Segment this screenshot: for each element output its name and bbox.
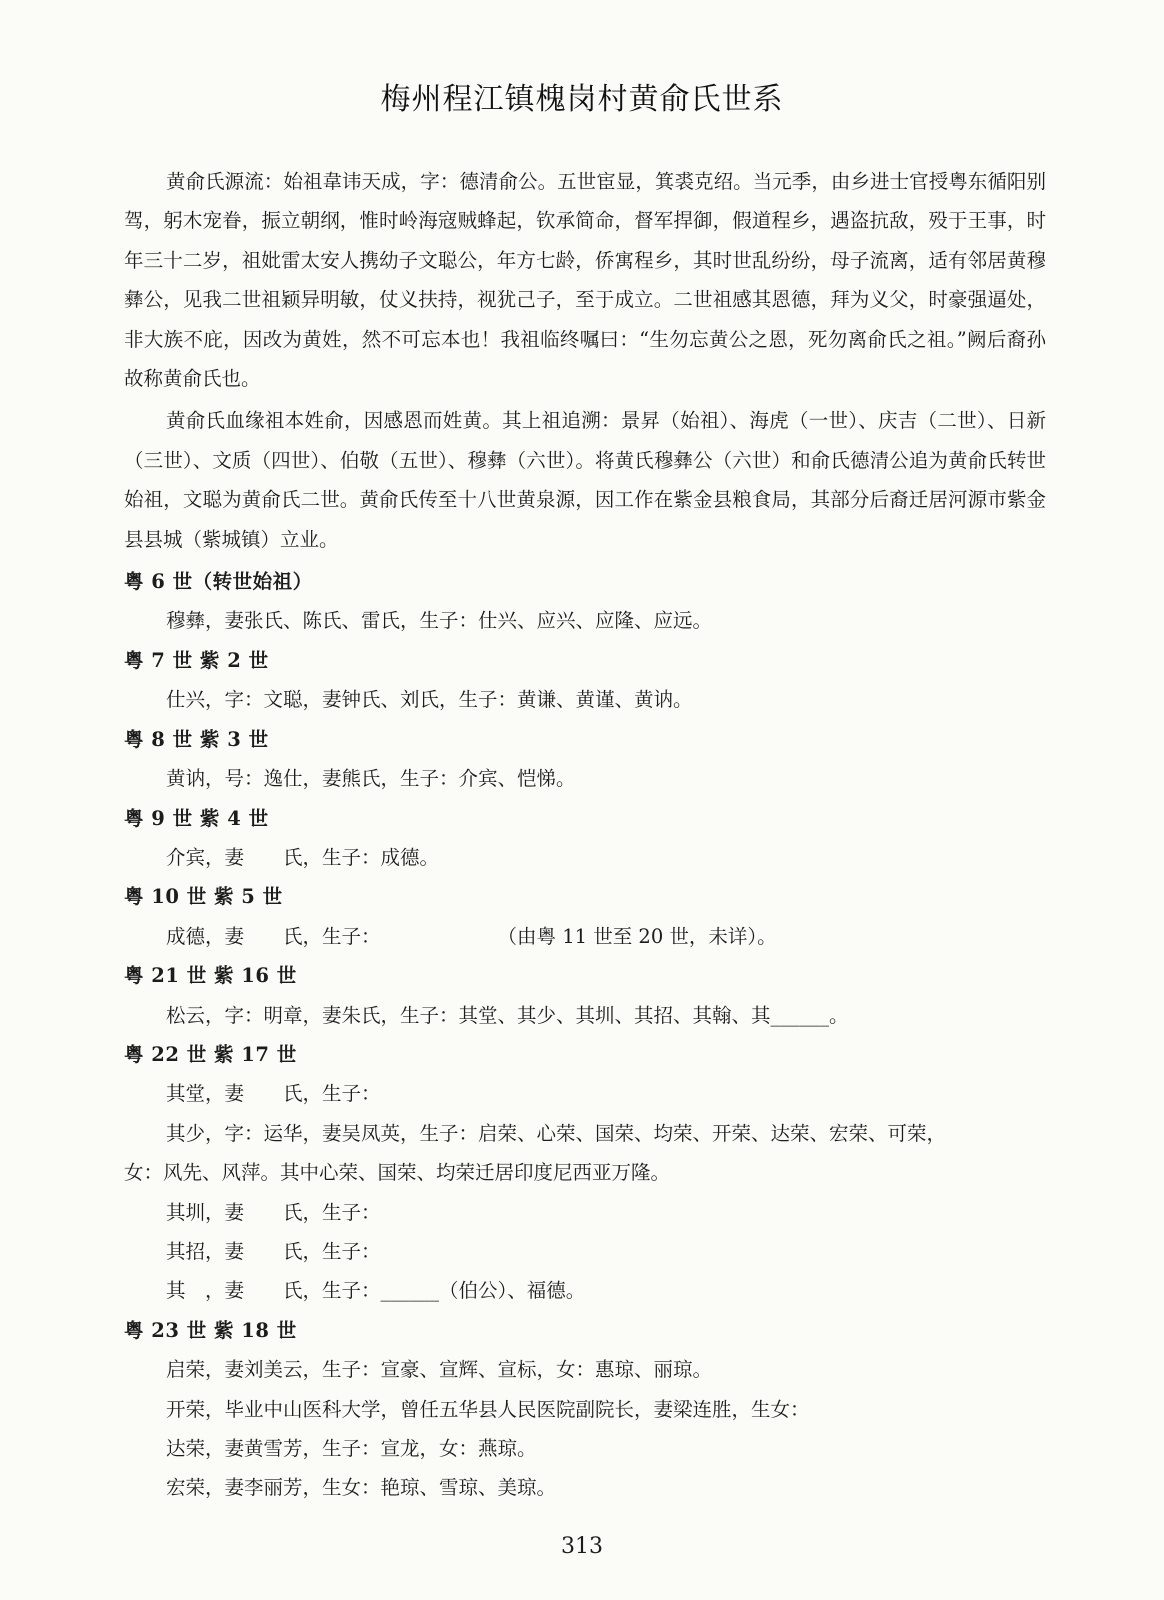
generation-section <box>124 799 1046 878</box>
generation-heading: 粤 10 世 紫 5 世 <box>124 885 283 909</box>
generation-section <box>124 877 1046 956</box>
genealogy-entry: 黄讷，号：逸仕，妻熊氏，生子：介宾、恺悌。 <box>166 767 576 791</box>
genealogy-entry: 仕兴，字：文聪，妻钟氏、刘氏，生子：黄谦、黄谨、黄讷。 <box>166 688 693 712</box>
genealogy-entry: 启荣，妻刘美云，生子：宣豪、宣辉、宣标，女：惠琼、丽琼。 <box>166 1358 713 1382</box>
genealogy-entry: 达荣，妻黄雪芳，生子：宣龙，女：燕琼。 <box>166 1437 537 1460</box>
genealogy-entry: 其 ，妻 氏，生子：______（伯公）、福德。 <box>166 1279 586 1303</box>
generation-section <box>124 562 1046 641</box>
intro-paragraph: 黄俞氏源流：始祖韋讳天成，字：德清俞公。五世宦显，箕裘克绍。当元季，由乡进士官授粤东循阳别驾，躬木宠眷，振立朝纲，惟时岭海寇贼蜂起，钦承简命，督军捍御，假道程乡，遇盗抗敌，殁于王事，时年三十二岁，祖妣雷太安人携幼子文聪公，年方七龄，侨寓程乡，其时世乱纷纷，母子流离，适有邻居黄穆彝公，见我二世祖颖异明敏，仗义扶持，视犹己子，至于成立。二世祖感其恩德，拜为义父，时豪强逼处，非大族不庇，因改为黄姓，然不可忘本也！我祖临终嘱曰：“生勿忘黄公之恩，死勿离俞氏之祖。”阙后裔孙故称黄俞氏也。 <box>124 170 1046 391</box>
generation-section <box>124 641 1046 720</box>
page-number: 313 <box>561 1534 603 1559</box>
page-title: 梅州程江镇槐岗村黄俞氏世系 <box>380 82 784 117</box>
generation-heading: 粤 21 世 紫 16 世 <box>124 964 297 988</box>
generation-section <box>124 720 1046 799</box>
genealogy-entry: 其圳，妻 氏，生子： <box>166 1200 381 1224</box>
generation-section <box>124 956 1046 1035</box>
genealogy-entry: 其招，妻 氏，生子： <box>166 1239 381 1263</box>
generation-heading: 粤 22 世 紫 17 世 <box>124 1042 297 1066</box>
genealogy-entry: 松云，字：明章，妻朱氏，生子：其堂、其少、其圳、其招、其翰、其______。 <box>166 1003 849 1027</box>
generation-heading: 粤 6 世（转世始祖） <box>124 570 313 594</box>
generation-heading: 粤 23 世 紫 18 世 <box>124 1318 297 1342</box>
genealogy-entry: 其堂，妻 氏，生子： <box>166 1082 381 1106</box>
genealogy-entry: 宏荣，妻李丽芳，生女：艳琼、雪琼、美琼。 <box>166 1476 557 1500</box>
intro-paragraph: 黄俞氏血缘祖本姓俞，因感恩而姓黄。其上祖追溯：景昇（始祖）、海虎（一世）、庆吉（二世）、日新（三世）、文质（四世）、伯敬（五世）、穆彝（六世）。将黄氏穆彝公（六世）和俞氏德清公追为黄俞氏转世始祖，文聪为黄俞氏二世。黄俞氏传至十八世黄泉源，因工作在紫金县粮食局，其部分后裔迁居河源市紫金县县城（紫城镇）立业。 <box>124 409 1046 551</box>
genealogy-entry-continuation: 女：风先、风萍。其中心荣、国荣、均荣迁居印度尼西亚万隆。 <box>124 1161 671 1185</box>
generation-heading: 粤 9 世 紫 4 世 <box>124 806 269 830</box>
genealogy-entry: 成德，妻 氏，生子： （由粤 11 世至 20 世，未详）。 <box>166 924 777 948</box>
generation-heading: 粤 8 世 紫 3 世 <box>124 727 269 751</box>
generation-heading: 粤 7 世 紫 2 世 <box>124 648 269 672</box>
genealogy-entry: 介宾，妻 氏，生子：成德。 <box>166 845 440 869</box>
generation-section <box>124 1035 1046 1311</box>
document-body <box>124 162 1046 1508</box>
genealogy-entry: 开荣，毕业中山医科大学，曾任五华县人民医院副院长，妻梁连胜，生女： <box>166 1397 810 1421</box>
genealogy-entry: 其少，字：运华，妻吴凤英，生子：启荣、心荣、国荣、均荣、开荣、达荣、宏荣、可荣， <box>166 1121 947 1145</box>
genealogy-entry: 穆彝，妻张氏、陈氏、雷氏，生子：仕兴、应兴、应隆、应远。 <box>166 609 713 633</box>
generation-section <box>124 1311 1046 1508</box>
